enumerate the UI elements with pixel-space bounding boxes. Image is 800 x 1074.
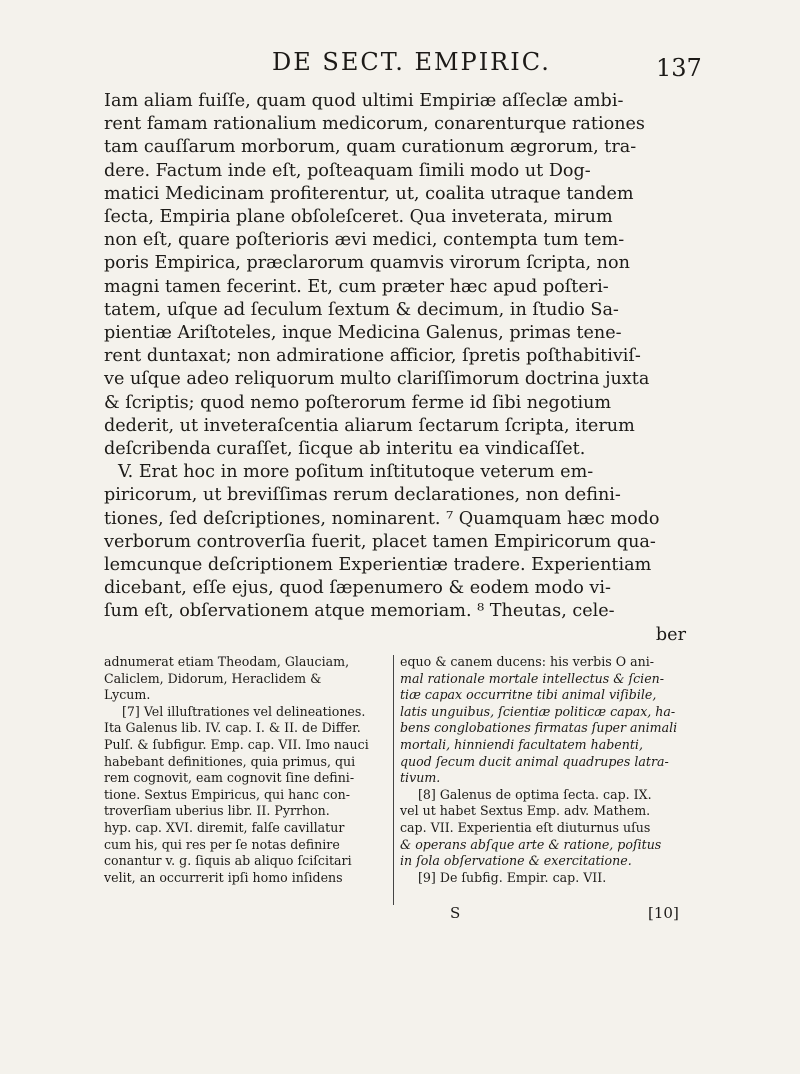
footnote-line: mal rationale mortale intellectus & ſcien-	[400, 670, 665, 686]
footnote-catchword: [10]	[648, 904, 679, 922]
footnote-9-start: [9] De ſubfig. Empir. cap. VII.	[418, 869, 607, 885]
text-line: pientiæ Ariſtoteles, inque Medicina Galenus, primas tene-	[104, 323, 622, 344]
text-line: ſecta, Empiria plane obſoleſceret. Qua inveterata, mirum	[104, 207, 613, 228]
running-head: DE SECT. EMPIRIC.	[272, 48, 551, 76]
section-v-first-line: V. Erat hoc in more poſitum inſtitutoque veterum em-	[118, 462, 594, 483]
text-line: ſum eſt, obſervationem atque memoriam. ⁸ Theutas, cele-	[104, 601, 615, 622]
footnote-line: troverſiam uberius libr. II. Pyrrhon.	[104, 803, 330, 819]
footnote-line: vel ut habet Sextus Emp. adv. Mathem.	[400, 803, 651, 819]
text-line: rent famam rationalium medicorum, conarenturque rationes	[104, 114, 645, 135]
text-line: dere. Factum inde eſt, poſteaquam ſimili modo ut Dog-	[104, 160, 591, 181]
footnote-line: equo & canem ducens: his verbis O ani-	[400, 654, 654, 669]
text-line: lemcunque deſcriptionem Experientiæ tradere. Experientiam	[104, 555, 652, 576]
footnote-line: cum his, qui res per ſe notas definire	[104, 836, 340, 852]
footnote-line: mortali, hinniendi facultatem habenti,	[400, 736, 643, 752]
text-line: non eſt, quare poſterioris ævi medici, contempta tum tem-	[104, 230, 625, 251]
footnote-line: quod ſecum ducit animal quadrupes latra-	[400, 753, 669, 769]
main-text-block	[104, 90, 686, 647]
footnotes-right-column	[400, 654, 686, 886]
footnote-line: cap. VII. Experientia eſt diuturnus uſus	[400, 819, 651, 835]
text-line: dicebant, eſſe ejus, quod ſæpenumero & eodem modo vi-	[104, 578, 611, 599]
footnote-line: tiæ capax occurritne tibi animal viſibile,	[400, 687, 657, 703]
text-line: matici Medicinam profiterentur, ut, coalita utraque tandem	[104, 183, 634, 204]
text-line: tatem, uſque ad ſeculum ſextum & decimum, in ſtudio Sa-	[104, 299, 619, 320]
footnote-line: adnumerat etiam Theodam, Glauciam,	[104, 654, 350, 669]
footnote-line: hyp. cap. XVI. diremit, falſe cavillatur	[104, 819, 345, 835]
footnote-line: bens conglobationes firmatas ſuper animali	[400, 720, 678, 736]
footnote-column-divider	[393, 655, 394, 905]
footnote-line: habebant definitiones, quia primus, qui	[104, 753, 356, 769]
text-line: tam cauſſarum morborum, quam curationum ægrorum, tra-	[104, 137, 637, 158]
text-line: verborum controverſia fuerit, placet tamen Empiricorum qua-	[104, 531, 656, 552]
footnote-line: conantur v. g. ſiquis ab aliquo ſciſcitari	[104, 853, 352, 869]
text-line: & ſcriptis; quod nemo poſterorum ferme id ſibi negotium	[104, 392, 612, 413]
text-line: dederit, ut inveteraſcentia aliarum ſectarum ſcripta, iterum	[104, 415, 635, 436]
text-line: Iam aliam fuiſſe, quam quod ultimi Empiriæ aſſeclæ ambi-	[104, 91, 624, 111]
footnote-line: Pulſ. & ſubfigur. Emp. cap. VII. Imo nauci	[104, 736, 369, 752]
footnote-line: latis unguibus, ſcientiæ politicæ capax, ha-	[400, 703, 676, 719]
text-line: ve uſque adeo reliquorum multo clariſſimorum doctrina juxta	[104, 369, 650, 390]
text-line: tiones, ſed deſcriptiones, nominarent. ⁷ Quamquam hæc modo	[104, 508, 660, 529]
footnote-line: in ſola obſervatione & exercitatione.	[400, 853, 632, 869]
footnote-line: & operans abſque arte & ratione, poſitus	[400, 836, 662, 852]
footnote-line: rem cognovit, eam cognovit ſine defini-	[104, 770, 355, 786]
text-line: piricorum, ut breviſſimas rerum declarationes, non defini-	[104, 485, 621, 506]
footnote-line: tivum.	[400, 770, 441, 786]
text-line: magni tamen fecerint. Et, cum præter hæc apud poſteri-	[104, 276, 609, 297]
text-line: rent duntaxat; non admiratione afficior, ſpretis poſthabitiviſ-	[104, 346, 641, 367]
text-line: deſcribenda curaſſet, ſicque ab interitu ea vindicaſſet.	[104, 439, 586, 460]
catchword: ber	[655, 624, 686, 645]
footnote-line: Lycum.	[104, 687, 151, 703]
page-number: 137	[656, 54, 702, 82]
footnote-7-start: [7] Vel illuſtrationes vel delineationes.	[122, 703, 366, 719]
footnote-line: Caliclem, Didorum, Heraclidem &	[104, 670, 322, 686]
footnotes-left-column	[104, 654, 388, 886]
footnote-line: tione. Sextus Empiricus, qui hanc con-	[104, 786, 350, 802]
text-line: poris Empirica, præclarorum quamvis virorum ſcripta, non	[104, 253, 630, 274]
signature-mark: S	[450, 904, 461, 922]
footnote-line: velit, an occurrerit ipſi homo inſidens	[104, 869, 343, 885]
footnote-line: Ita Galenus lib. IV. cap. I. & II. de Differ.	[104, 720, 361, 736]
footnote-8-start: [8] Galenus de optima ſecta. cap. IX.	[418, 786, 652, 802]
